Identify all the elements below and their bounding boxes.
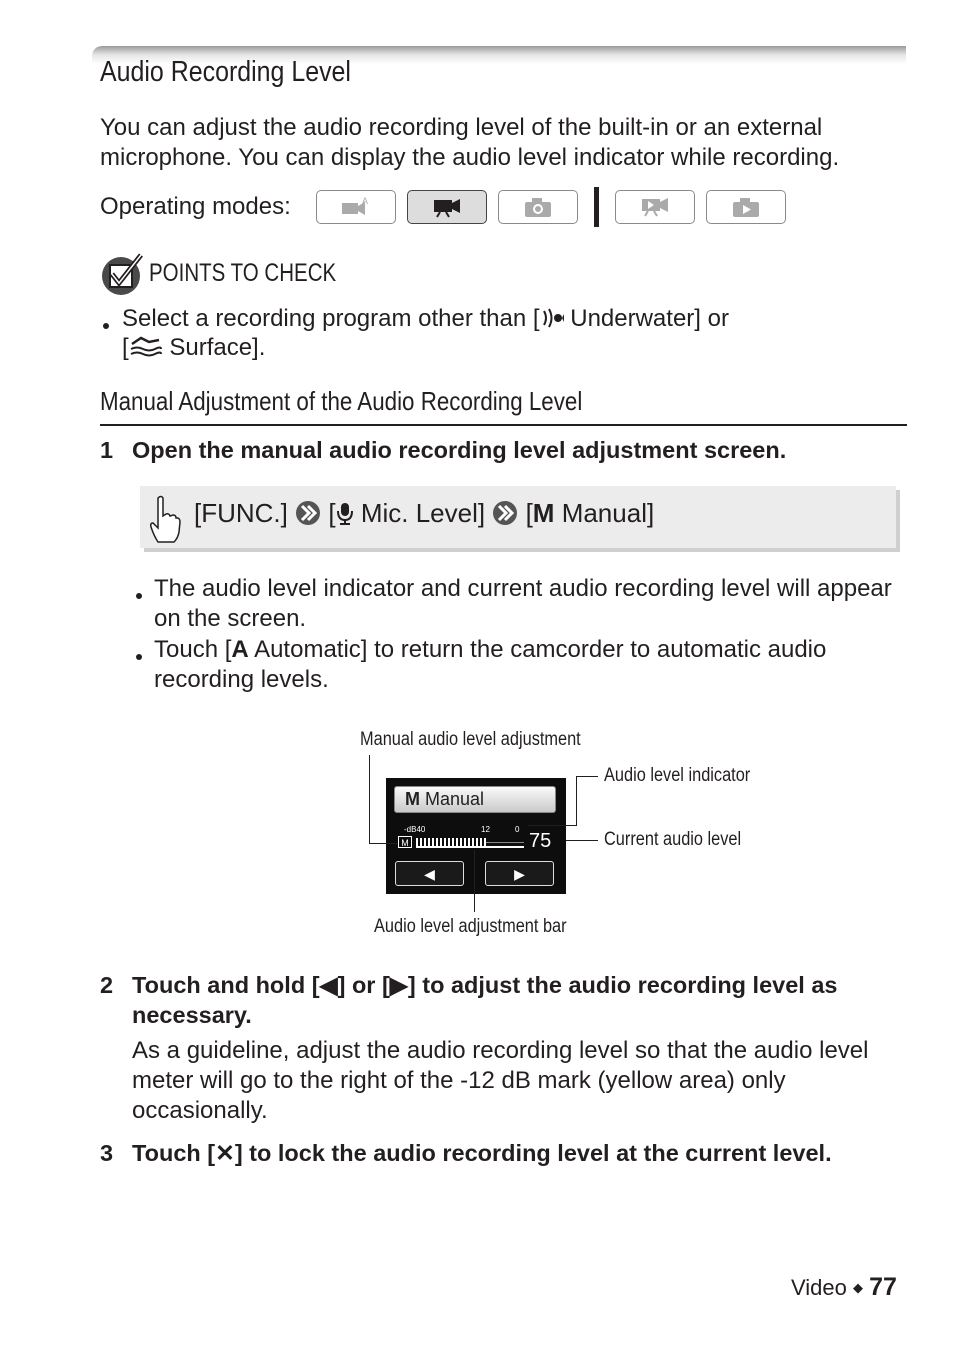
bullet-dot <box>136 647 142 665</box>
scale-db-label: -dB40 <box>404 825 426 834</box>
screen-manual-label: Manual <box>425 789 485 809</box>
label-manual-adjustment: Manual audio level adjustment <box>360 729 581 750</box>
step-3-end: ] to lock the audio recording level at the current level. <box>234 1140 832 1166</box>
path-arrow-icon <box>492 498 518 528</box>
intro-line-1: You can adjust the audio recording level of the built-in or an external <box>100 114 823 141</box>
audio-level-adjustment-bar <box>416 846 524 848</box>
underwater-icon <box>540 305 564 332</box>
screen-manual-button[interactable] <box>394 786 556 813</box>
bullet-dot <box>136 586 142 604</box>
manual-m-icon: M <box>532 498 555 528</box>
mode-photo-icon <box>498 190 578 224</box>
footer-diamond-icon: ◆ <box>853 1280 863 1295</box>
leader-line <box>576 776 577 825</box>
path-arrow-icon <box>295 498 321 528</box>
screen-m-icon: M <box>405 789 420 809</box>
step-3-number: 3 <box>100 1140 114 1166</box>
step-2-body-2: meter will go to the right of the -12 dB mark (yellow area) only <box>132 1067 786 1094</box>
intro-line-2: microphone. You can display the audio level indicator while recording. <box>100 144 840 171</box>
leader-line <box>566 840 598 841</box>
leader-line <box>528 825 577 826</box>
step-3-text <box>132 1138 832 1168</box>
bullet-2-start: Touch [ <box>154 636 232 663</box>
check-line-2-end: Surface]. <box>162 334 266 361</box>
manual-label: Manual] <box>554 498 655 528</box>
mic-open-bracket: [ <box>328 498 336 528</box>
checkmark-icon <box>101 252 147 301</box>
label-current-audio-level: Current audio level <box>604 829 742 850</box>
check-line-1-end: Underwater] or <box>563 305 729 332</box>
func-label: [FUNC.] <box>194 498 288 528</box>
scale-0-label: 0 <box>515 825 520 834</box>
check-line-1-start: Select a recording program other than [ <box>122 305 540 332</box>
touch-hand-icon <box>148 494 182 549</box>
check-line-2 <box>122 333 265 363</box>
surface-icon <box>129 334 163 361</box>
label-adjustment-bar: Audio level adjustment bar <box>374 916 567 937</box>
func-path <box>194 498 654 529</box>
leader-line <box>474 850 475 912</box>
points-to-check-heading: POINTS TO CHECK <box>149 259 337 287</box>
heading-rule <box>100 424 907 426</box>
subsection-heading: Manual Adjustment of the Audio Recording Level <box>100 386 583 416</box>
step-2-body-3: occasionally. <box>132 1097 268 1124</box>
step-2-line-1: Touch and hold [◀] or [▶] to adjust the audio recording level as <box>132 972 838 998</box>
page-title: Audio Recording Level <box>100 56 351 88</box>
microphone-icon <box>336 498 354 528</box>
bullet-1-line-2: on the screen. <box>154 605 307 632</box>
check-line-2-start: [ <box>122 334 129 361</box>
operating-modes-label: Operating modes: <box>100 193 291 220</box>
page-footer <box>791 1273 897 1302</box>
bullet-1-line-1: The audio level indicator and current audio recording level will appear <box>154 575 892 602</box>
manual-open-bracket: [ <box>525 498 533 528</box>
meter-track <box>486 842 524 843</box>
audio-level-meter <box>416 838 486 846</box>
step-3-start: Touch [ <box>132 1140 216 1166</box>
bullet-2-end: Automatic] to return the camcorder to automatic audio <box>248 636 827 663</box>
mode-divider <box>594 187 599 227</box>
step-1-text: Open the manual audio recording level adjustment screen. <box>132 437 787 463</box>
scale-12-label: 12 <box>481 825 490 834</box>
camcorder-screen <box>386 778 566 894</box>
automatic-a-icon: A <box>231 636 249 663</box>
check-line-1 <box>122 304 729 334</box>
svg-text:A: A <box>362 196 369 206</box>
decrease-level-button[interactable]: ◀ <box>395 861 464 886</box>
mode-auto-video-icon <box>316 190 396 224</box>
close-x-icon: ✕ <box>215 1140 235 1166</box>
bullet-2-line-1 <box>154 635 826 665</box>
step-2-line-2: necessary. <box>132 1002 252 1028</box>
leader-line <box>369 755 370 844</box>
increase-level-button[interactable]: ▶ <box>485 861 554 886</box>
leader-line <box>369 843 397 844</box>
step-2-body-1: As a guideline, adjust the audio recording level so that the audio level <box>132 1037 869 1064</box>
leader-line <box>576 776 598 777</box>
bullet-dot <box>103 316 109 334</box>
step-2-number: 2 <box>100 972 114 998</box>
mode-video-playback-icon <box>615 190 695 224</box>
mode-manual-video-icon <box>407 190 487 224</box>
footer-section: Video <box>791 1275 847 1300</box>
label-audio-level-indicator: Audio level indicator <box>604 765 751 786</box>
bullet-2-line-2: recording levels. <box>154 666 329 693</box>
mode-photo-playback-icon <box>706 190 786 224</box>
page-number: 77 <box>869 1273 897 1301</box>
mic-level-label: Mic. Level] <box>353 498 486 528</box>
current-level-value: 75 <box>529 830 552 852</box>
scale-m-icon: M <box>398 836 412 848</box>
step-1-number: 1 <box>100 437 114 463</box>
